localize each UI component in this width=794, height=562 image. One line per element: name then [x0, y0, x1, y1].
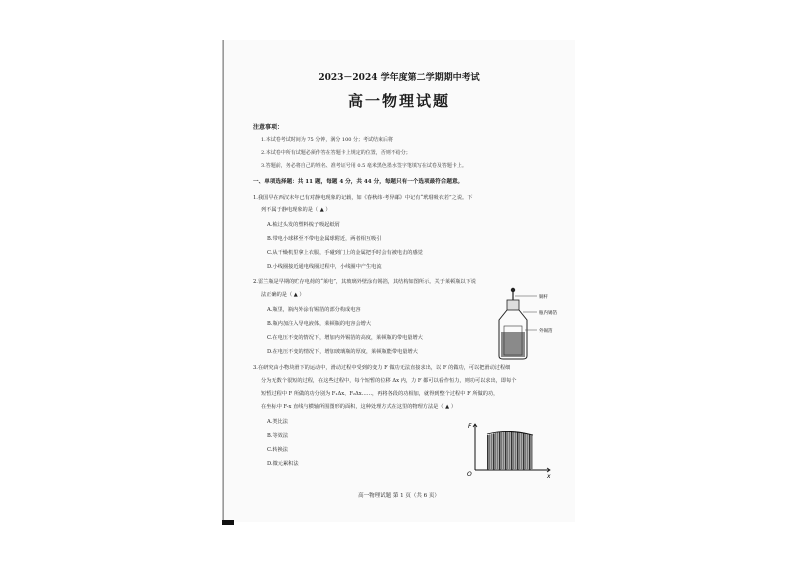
exam-title: 2023－2024 学年度第二学期期中考试: [318, 73, 480, 83]
question-3-stem-line: 在坐标中 F-x 直线与横轴所围图形的面积，这种处理方式在这里的物理方法是（ ▲ ）: [261, 404, 457, 410]
note-item: 1.本试卷考试时间为 75 分钟，满分 100 分；考试结束后将: [261, 137, 394, 143]
area-strip: [531, 434, 533, 470]
rod-knob: [511, 288, 515, 292]
question-2-option-d: D.在电压不变的情况下，增加玻璃瓶的厚度，莱顿瓶能带电量增大: [267, 349, 418, 355]
scanned-exam-page: [222, 40, 575, 522]
jar-stopper: [507, 300, 519, 310]
leyden-jar-figure: [485, 290, 565, 360]
area-strip: [525, 433, 527, 470]
note-item: 3.答题前，务必将自己的姓名、准考证号用 0.5 毫米黑色墨水签字笔填写在试卷及答题卡上。: [261, 163, 467, 169]
force-displacement-diagram: [463, 422, 553, 478]
area-strip: [515, 431, 517, 470]
page-footer: 高一物理试题 第 1 页（共 6 页）: [358, 493, 440, 499]
question-2-stem-line: 法正确的是（ ▲ ）: [261, 292, 305, 298]
question-2-stem-line: 2.雷兰瓶是早期的贮存电荷的“莱电”，其玻璃外壁涂有锡箔，其结构如图所示。关于莱顿瓶以下说: [253, 279, 476, 285]
x-axis-label: x: [547, 473, 551, 480]
area-strip: [513, 431, 515, 470]
outer-foil: [501, 332, 525, 357]
notes-heading: 注意事项：: [253, 124, 284, 131]
question-3-stem-line: 短暂过程中 F 所做的功分别为 F₁Δx、F₂Δx……，再将各段的功相加，就得到整个过程中 F 所做的功，: [261, 391, 499, 397]
question-1-stem-line: 1.我国早在西汉末年已有对静电现象的记载，如《春秋纬·考异邮》中记有“玳瑁吸衣若”之说。下: [253, 195, 473, 201]
area-strip: [523, 432, 525, 470]
question-2-option-a: A.瓶里，瓶内外涂有锡箔的部分构成电容: [267, 307, 361, 313]
area-strip: [491, 434, 493, 470]
question-3-option-b: B.等效法: [267, 433, 289, 439]
figure-label: 铜杆: [539, 295, 548, 300]
area-strip: [487, 435, 489, 470]
scan-edge-line: [223, 40, 224, 522]
area-strip: [503, 431, 505, 470]
area-strip: [527, 433, 529, 470]
section-heading: 一、单项选择题：共 11 题，每题 4 分，共 44 分，每题只有一个选项最符合题意。: [253, 179, 464, 185]
question-2-option-c: C.在电压不变的情况下，增加内外锡箔的高度，莱顿瓶的带电量增大: [267, 335, 423, 341]
figure-label: 外锡箔: [539, 329, 553, 334]
y-axis-label: F: [468, 423, 472, 430]
subject-title: 高一物理试题: [347, 92, 450, 110]
area-strip: [495, 433, 497, 470]
scan-registration-mark: [222, 520, 234, 525]
area-strip: [511, 431, 513, 470]
area-strip: [501, 432, 503, 470]
question-3-stem-line: 分为无数个很短的过程，在这些过程中，每个短暂的位移 Δx 内，力 F 都可以看作恒力，则功可以求出，即每个: [261, 378, 517, 384]
area-strip: [517, 431, 519, 470]
area-strip: [519, 432, 521, 470]
area-strip: [493, 433, 495, 470]
origin-label: O: [467, 471, 472, 478]
area-strip: [499, 432, 501, 470]
question-3-option-c: C.转换法: [267, 447, 288, 453]
question-3-option-a: A.类比法: [267, 419, 288, 425]
question-1-option-b: B.带电小球移至不带电金属球附近，两者相互吸引: [267, 236, 382, 242]
area-strip: [521, 432, 523, 470]
question-1-option-d: D.小线圈接近通电线圈过程中，小线圈中产生电流: [267, 264, 382, 270]
figure-label: 瓶内锡箔: [539, 311, 557, 316]
question-2-option-b: B.瓶内加注入导电液体，莱顿瓶的电容会增大: [267, 321, 372, 327]
area-strip: [489, 434, 491, 470]
area-strip: [497, 432, 499, 470]
question-1-option-c: C.从干燥机里拿上衣服，手碰到门上的金属把手时会有被电击的感觉: [267, 250, 423, 256]
question-3-option-d: D.微元累积法: [267, 461, 299, 467]
area-strip: [529, 434, 531, 470]
question-1-stem-line: 列不属于静电现象的是（ ▲ ）: [261, 207, 331, 213]
area-strip: [509, 431, 511, 470]
question-3-stem-line: 3.在研究由小物块滑下的运动中，滑动过程中受到的变力 F 做功无法直接求出，以 F 的做功，可以把滑动过程细: [253, 365, 511, 371]
note-item: 2.本试卷中所有试题必须作答在答题卡上规定的位置，否则不给分；: [261, 150, 411, 156]
question-1-option-a: A.梳过头发的塑料梳子吸起纸屑: [267, 222, 340, 228]
area-strip: [507, 431, 509, 470]
area-strips: [487, 431, 533, 470]
area-strip: [505, 431, 507, 470]
